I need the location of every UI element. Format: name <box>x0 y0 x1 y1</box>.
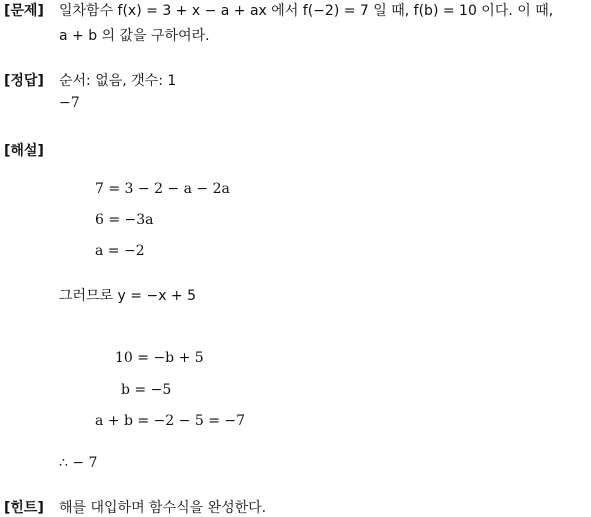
solution-conclusion: ∴ − 7 <box>59 455 98 471</box>
answer-meta: 순서: 없음, 갯수: 1 <box>59 73 177 89</box>
solution-equation-5: b = −5 <box>121 382 172 398</box>
problem-line-1: 일차함수 f(x) = 3 + x − a + ax 에서 f(−2) = 7 일 때, f(b) = 10 이다. 이 때, <box>59 3 554 19</box>
solution-equation-3: a = −2 <box>95 243 145 259</box>
solution-label: [해설] <box>4 143 44 159</box>
solution-therefore-line: 그러므로 y = −x + 5 <box>59 288 197 304</box>
answer-label: [정답] <box>4 73 44 89</box>
problem-line-2: a + b 의 값을 구하여라. <box>59 28 210 44</box>
solution-equation-6: a + b = −2 − 5 = −7 <box>95 413 246 429</box>
solution-equation-4: 10 = −b + 5 <box>115 350 204 366</box>
hint-label: [힌트] <box>4 500 44 516</box>
problem-label: [문제] <box>4 3 44 19</box>
hint-text: 해를 대입하며 함수식을 완성한다. <box>59 500 267 516</box>
solution-equation-1: 7 = 3 − 2 − a − 2a <box>95 181 230 197</box>
answer-value: −7 <box>59 95 80 111</box>
solution-equation-2: 6 = −3a <box>95 212 154 228</box>
